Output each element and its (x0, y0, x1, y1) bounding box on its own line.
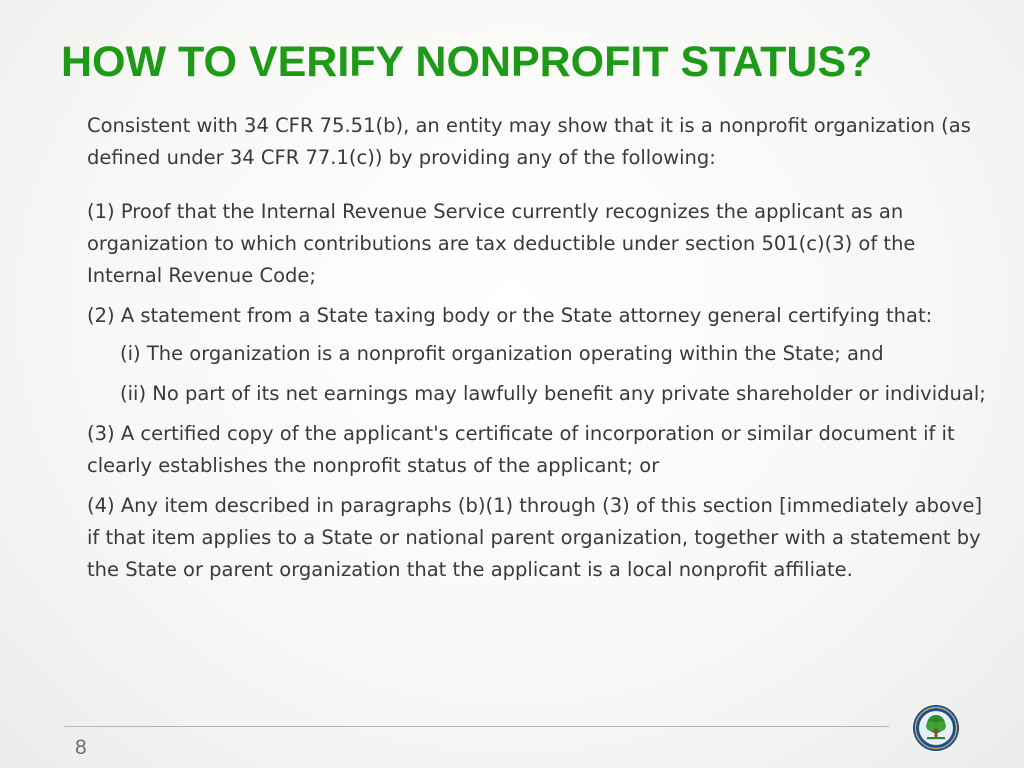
subitem-i-paragraph: (i) The organization is a nonprofit organization operating within the State; and (120, 342, 884, 365)
item-3-paragraph: (3) A certified copy of the applicant's certificate of incorporation or similar document if it clearly establishes the nonprofit status of the applicant; or (87, 422, 955, 477)
page-number: 8 (75, 736, 87, 759)
item-1-paragraph: (1) Proof that the Internal Revenue Service currently recognizes the applicant as an organization to which contributions are tax deductible under section 501(c)(3) of the Internal Revenue Code; (87, 200, 916, 287)
intro-paragraph: Consistent with 34 CFR 75.51(b), an entity may show that it is a nonprofit organization (as defined under 34 CFR 77.1(c)) by providing any of the following: (87, 114, 971, 169)
item-2-paragraph: (2) A statement from a State taxing body or the State attorney general certifying that: (87, 304, 933, 327)
subitem-ii-paragraph: (ii) No part of its net earnings may lawfully benefit any private shareholder or individual; (120, 382, 986, 405)
slide-body (87, 110, 987, 594)
department-of-education-seal-icon (912, 704, 960, 752)
item-4-paragraph: (4) Any item described in paragraphs (b)(1) through (3) of this section [immediately above] if that item applies to a State or national parent organization, together with a statement by the State or parent organization that the applicant is a local nonprofit affiliate. (87, 494, 983, 581)
slide-title: HOW TO VERIFY NONPROFIT STATUS? (61, 38, 873, 86)
footer-divider (64, 726, 889, 727)
